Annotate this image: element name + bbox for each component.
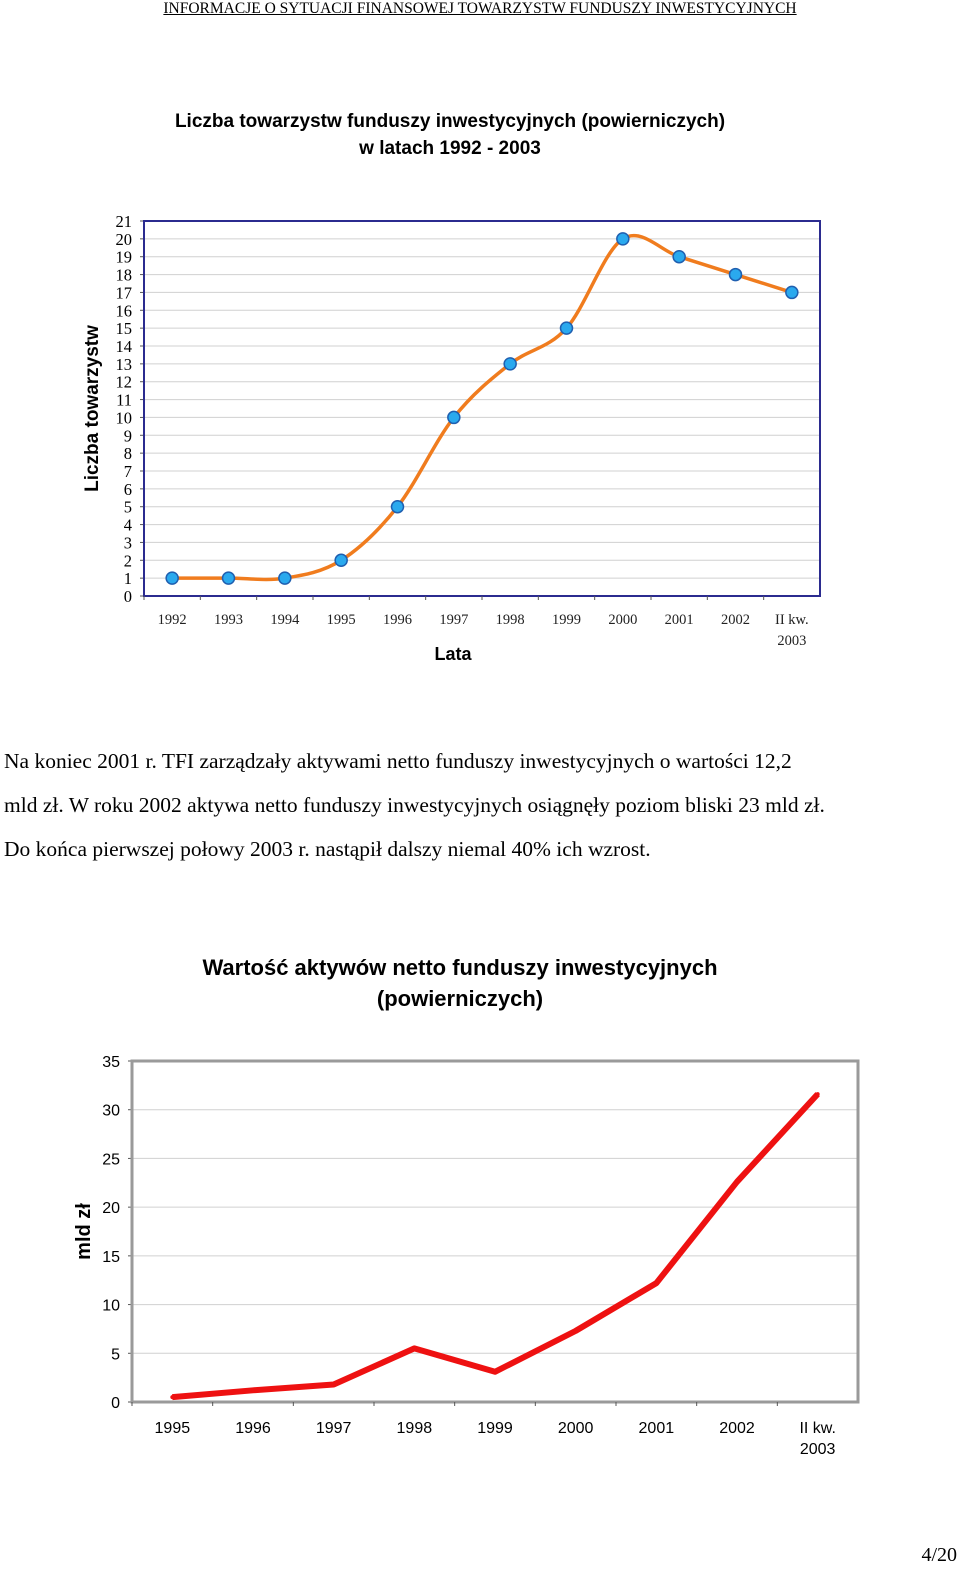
chart2-data-point — [251, 1388, 255, 1392]
chart1-data-point — [561, 322, 573, 334]
chart1-ytick-label: 1 — [123, 569, 132, 589]
chart1-ytick-label: 6 — [123, 479, 132, 499]
chart2-ytick-label: 5 — [111, 1346, 120, 1364]
chart1-data-point — [730, 269, 742, 281]
chart2-svg — [0, 1040, 900, 1480]
chart1-xtick-label: 1999 — [552, 612, 581, 628]
chart1-ytick-label: 21 — [115, 212, 132, 231]
chart1-svg — [0, 200, 900, 680]
page-number: 4/20 — [921, 1544, 957, 1566]
chart1-ytick-label: 10 — [115, 408, 132, 428]
chart1-data-point — [335, 554, 347, 566]
paragraph-line-1: Na koniec 2001 r. TFI zarządzały aktywami netto funduszy inwestycyjnych o wartości 12,2 — [4, 749, 792, 773]
chart2-xtick-label: 2003 — [799, 1441, 836, 1458]
chart1-data-point — [448, 411, 460, 423]
chart1-data-point — [617, 233, 629, 245]
chart2-data-point — [332, 1382, 336, 1386]
chart2-plot-frame — [132, 1061, 858, 1402]
chart2-xtick-label: 1995 — [154, 1420, 191, 1437]
chart1-xtick-label: 1993 — [214, 612, 243, 628]
chart1-ytick-label: 14 — [115, 337, 132, 356]
chart2-xtick-label: 2002 — [719, 1420, 755, 1437]
chart1-yaxis-label: Liczba towarzystw — [82, 325, 103, 492]
chart2-data-point — [574, 1329, 578, 1333]
chart2-ytick-label: 30 — [102, 1102, 120, 1120]
chart2-xtick-label: 2001 — [638, 1420, 675, 1437]
chart1-xtick-label: 2003 — [777, 633, 807, 649]
chart1-ytick-label: 19 — [115, 247, 132, 267]
chart1-xtick-label: 2000 — [608, 612, 638, 628]
chart2-ytick-label: 15 — [102, 1248, 120, 1266]
chart2-data-point — [170, 1395, 174, 1399]
chart1-xtick-label: 2002 — [721, 612, 750, 628]
chart1-ytick-label: 8 — [123, 444, 132, 464]
chart1-title — [0, 108, 900, 162]
chart1-data-point — [166, 572, 178, 584]
chart1-data-point — [392, 501, 404, 513]
chart1-ytick-label: 7 — [123, 462, 132, 481]
chart2-ytick-label: 0 — [111, 1395, 120, 1412]
chart2-xtick-label: 1999 — [477, 1420, 513, 1437]
chart1-series-line — [172, 236, 792, 580]
chart1-ytick-label: 11 — [116, 390, 132, 410]
chart2-data-point — [493, 1370, 497, 1374]
chart1-ytick-label: 13 — [115, 354, 132, 374]
chart1-data-point — [223, 572, 235, 584]
chart1-ytick-label: 9 — [123, 426, 132, 446]
chart2-data-point — [654, 1281, 658, 1285]
paragraph-line-2: mld zł. W roku 2002 aktywa netto funduszy inwestycyjnych osiągnęły poziom bliski 23 mld zł. — [4, 793, 825, 817]
chart2-series-line — [172, 1094, 817, 1397]
chart1-ytick-label: 3 — [123, 533, 132, 553]
chart1-ytick-label: 16 — [115, 301, 132, 321]
chart1-data-point — [673, 251, 685, 263]
page-header — [0, 0, 960, 18]
chart2-title-line2: (powierniczych) — [376, 986, 544, 1011]
chart1-xtick-label: 1992 — [157, 612, 187, 628]
chart2-data-point — [412, 1346, 416, 1350]
chart1-plot-frame — [144, 221, 820, 596]
chart1-ytick-label: 17 — [115, 283, 132, 303]
chart2-xtick-label: 1998 — [396, 1420, 433, 1437]
paragraph-line-3: Do końca pierwszej połowy 2003 r. nastąpił dalszy niemal 40% ich wzrost. — [4, 837, 651, 861]
chart1-xtick-label: 1998 — [495, 612, 525, 628]
chart2-ytick-label: 25 — [102, 1151, 120, 1169]
chart1-data-point — [786, 286, 798, 298]
chart1-title-line2: w latach 1992 - 2003 — [359, 138, 541, 159]
chart1-ytick-label: 12 — [115, 372, 132, 392]
chart1-xtick-label: 1994 — [270, 612, 300, 628]
chart1-ytick-label: 15 — [115, 319, 132, 339]
chart1-xaxis-label: Lata — [434, 644, 472, 664]
chart2-xtick-label: II kw. — [799, 1420, 836, 1437]
chart1-ytick-label: 0 — [123, 587, 132, 606]
chart2-yaxis-label: mld zł — [73, 1203, 95, 1260]
chart1-data-point — [279, 572, 291, 584]
chart2-data-point — [816, 1092, 820, 1096]
chart1-ytick-label: 4 — [123, 515, 132, 535]
chart1-xtick-label: 2001 — [664, 612, 694, 628]
chart1-ytick-label: 20 — [115, 229, 132, 249]
chart1-ytick-label: 5 — [123, 497, 132, 517]
chart1-ytick-label: 2 — [123, 551, 132, 571]
chart1-xtick-label: 1996 — [383, 612, 412, 628]
chart2-data-point — [735, 1180, 739, 1184]
chart2-xtick-label: 1997 — [315, 1420, 352, 1437]
chart2-ytick-label: 35 — [102, 1054, 120, 1071]
chart1-ytick-label: 18 — [115, 265, 132, 285]
chart2-title-line1: Wartość aktywów netto funduszy inwestycyjnych — [202, 955, 718, 980]
chart2-title — [0, 952, 920, 1014]
body-paragraph — [4, 739, 958, 871]
chart1-title-line1: Liczba towarzystw funduszy inwestycyjnych (powierniczych) — [174, 111, 726, 132]
chart2-xtick-label: 1996 — [235, 1420, 271, 1437]
chart2-ytick-label: 20 — [102, 1200, 120, 1218]
chart1-data-point — [504, 358, 516, 370]
chart2-xtick-label: 2000 — [557, 1420, 594, 1437]
chart1-xtick-label: 1997 — [439, 612, 469, 628]
chart1-xtick-label: 1995 — [326, 612, 356, 628]
chart1-xtick-label: II kw. — [774, 612, 809, 628]
chart2-ytick-label: 10 — [102, 1297, 120, 1315]
header-text: INFORMACJE O SYTUACJI FINANSOWEJ TOWARZYSTW FUNDUSZY INWESTYCYJNYCH — [163, 0, 797, 17]
